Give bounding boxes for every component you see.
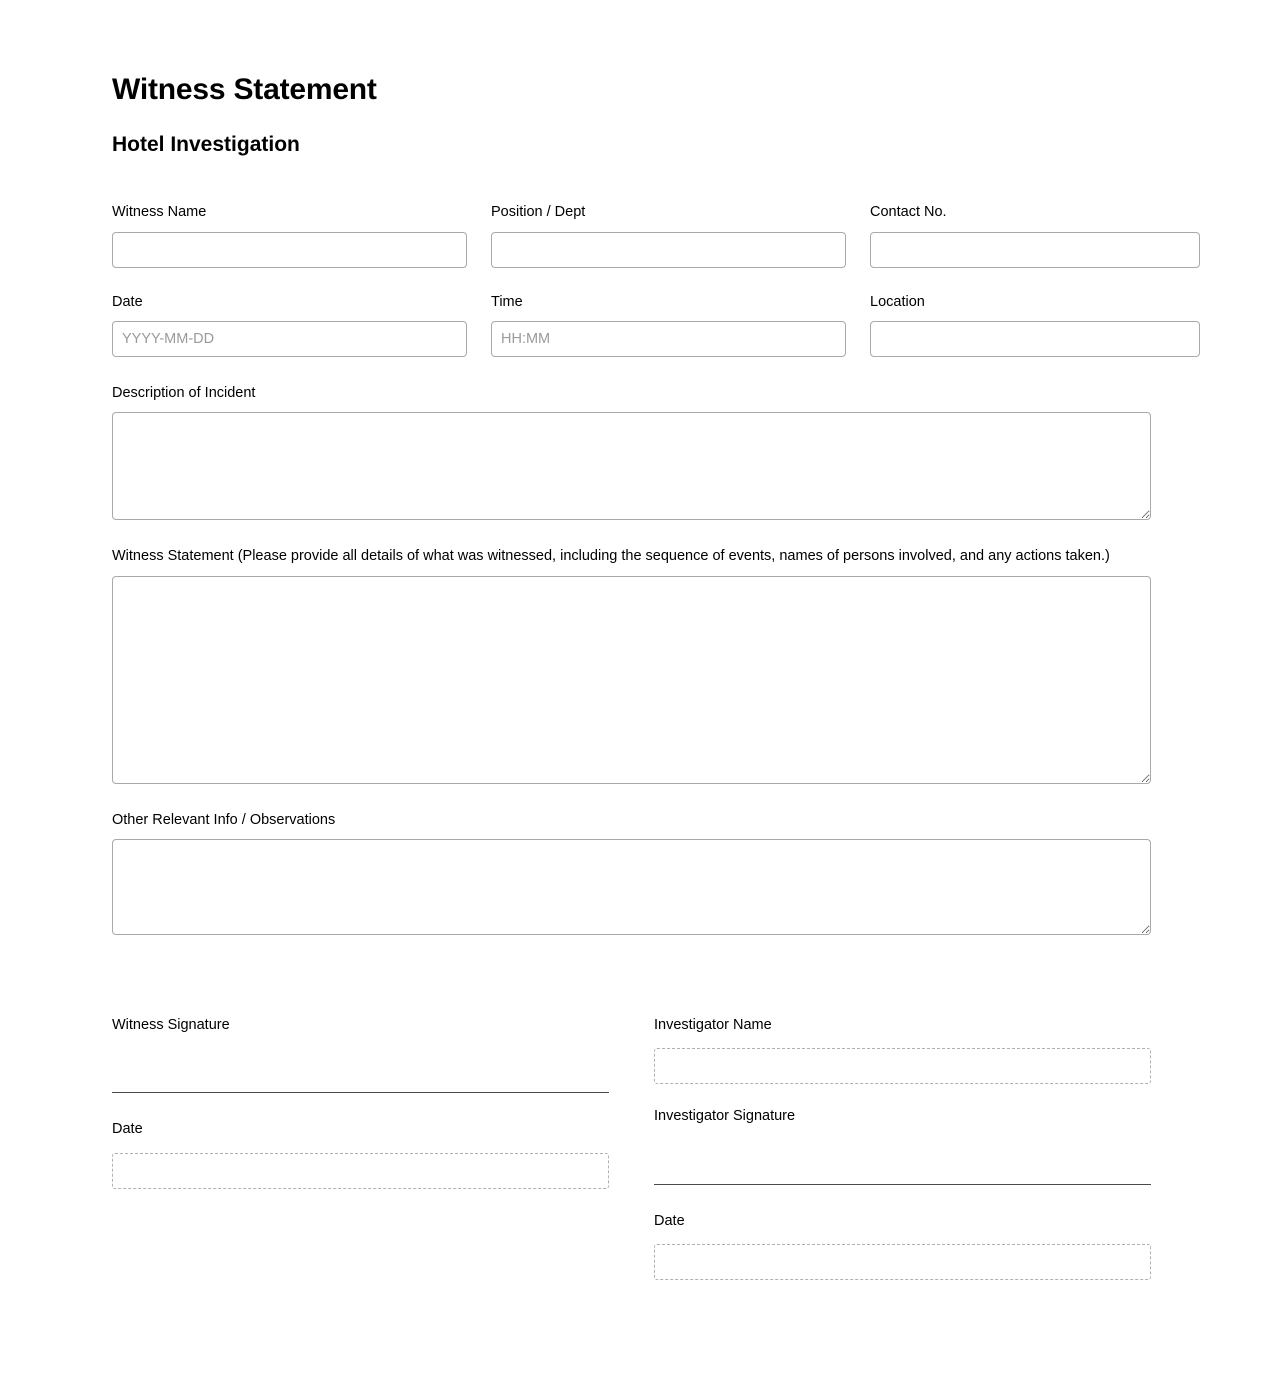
witness-date-group [112,1119,609,1188]
location-label: Location [870,293,925,310]
witness-signature-line[interactable] [112,1035,609,1093]
identity-row [112,202,1151,267]
location-input[interactable] [870,321,1200,357]
investigator-signature-label: Investigator Signature [654,1108,796,1125]
statement-textarea[interactable] [112,576,1151,784]
investigator-date-input[interactable] [654,1244,1151,1280]
witness-date-label: Date [112,1121,143,1138]
page-subtitle: Hotel Investigation [112,133,300,156]
contact-no-label: Contact No. [870,204,947,221]
witness-signature-label: Witness Signature [112,1017,230,1034]
investigator-name-input[interactable] [654,1048,1151,1084]
investigator-column [654,1015,1151,1280]
field-other-info [112,810,1151,935]
datetime-row [112,292,1151,357]
time-input[interactable] [491,321,846,357]
field-position-dept [491,202,846,267]
date-input[interactable] [112,321,467,357]
other-info-textarea[interactable] [112,839,1151,935]
field-date [112,292,467,357]
investigator-signature-group [654,1106,1151,1184]
witness-name-label: Witness Name [112,204,207,221]
investigator-date-group [654,1211,1151,1280]
field-location [870,292,1200,357]
description-textarea[interactable] [112,412,1151,520]
investigator-signature-line[interactable] [654,1127,1151,1185]
witness-date-input[interactable] [112,1153,609,1189]
position-dept-label: Position / Dept [491,204,586,221]
date-label: Date [112,293,143,310]
page-title: Witness Statement [112,73,377,106]
time-label: Time [491,293,523,310]
field-witness-name [112,202,467,267]
field-contact-no [870,202,1200,267]
investigator-date-label: Date [654,1212,685,1229]
witness-name-input[interactable] [112,232,467,268]
signature-section [112,1015,1151,1280]
field-description [112,383,1151,520]
statement-label: Witness Statement (Please provide all details of what was witnessed, including the sequence of events, names of persons involved, and any actions taken.) [112,548,1110,565]
other-info-label: Other Relevant Info / Observations [112,811,336,828]
description-label: Description of Incident [112,384,256,401]
field-statement [112,546,1151,784]
investigator-name-label: Investigator Name [654,1017,772,1034]
position-dept-input[interactable] [491,232,846,268]
contact-no-input[interactable] [870,232,1200,268]
field-time [491,292,846,357]
witness-signature-column [112,1015,609,1280]
